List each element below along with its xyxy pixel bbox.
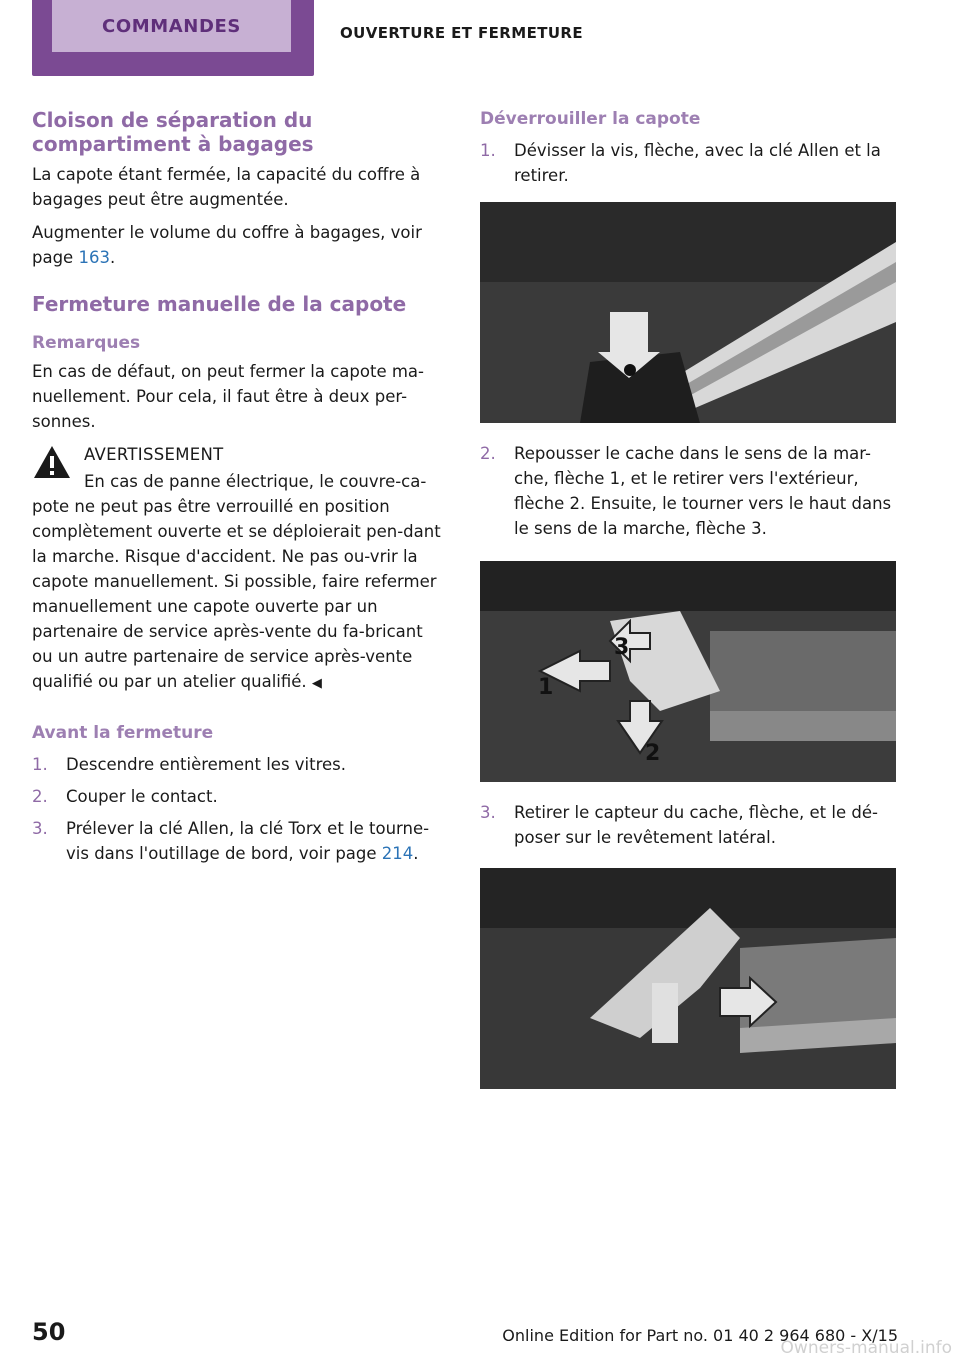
text: . xyxy=(413,844,419,863)
chapter-tab[interactable] xyxy=(32,0,314,76)
page-number: 50 xyxy=(32,1318,66,1346)
list-item xyxy=(480,441,896,541)
paragraph xyxy=(32,220,448,270)
warning-box xyxy=(32,442,448,696)
heading-remarks: Remarques xyxy=(32,333,141,353)
paragraph: La capote étant fermée, la capacité du coffre à bagages peut être augmentée. xyxy=(32,165,421,209)
photo-remove-cover xyxy=(480,561,896,782)
photo-unscrew-screw xyxy=(480,202,896,423)
left-column xyxy=(32,108,448,873)
warning-title: AVERTISSEMENT xyxy=(84,445,224,464)
step-number: 2. xyxy=(480,444,496,463)
step-number: 1. xyxy=(480,141,496,160)
photo-remove-sensor xyxy=(480,868,896,1089)
list-item xyxy=(32,816,448,866)
list-item xyxy=(480,138,896,188)
step-number: 3. xyxy=(480,803,496,822)
arrow-label-3: 3 xyxy=(614,635,630,660)
step-number: 3. xyxy=(32,819,48,838)
text: Augmenter le volume du coffre à bagages, voir page xyxy=(32,223,422,267)
warning-text xyxy=(32,469,448,696)
heading-luggage-partition: Cloison de séparation du compartiment à bagages xyxy=(32,108,314,156)
arrow-label-1: 1 xyxy=(538,675,554,700)
step-number: 1. xyxy=(32,755,48,774)
arrow-label-2: 2 xyxy=(645,741,661,766)
text: . xyxy=(109,248,116,267)
photo-illustration xyxy=(480,202,896,423)
page-header xyxy=(0,0,960,78)
unlock-steps-list-2 xyxy=(480,441,896,541)
list-item xyxy=(480,800,896,850)
text: En cas de panne électrique, le couvre-ca-pote ne peut pas être verrouillé en position complètement ouverte et se déploierait pen-dant la marche. Risque d'accident. Ne pas ou-vrir la capote manuellement. Si possible, faire refermer manuellement une capote ouverte par un partenaire de service après-vente du fa-bricant ou un autre partenaire de service après-vente qualifié ou par un atelier qualifié. xyxy=(32,472,441,691)
photo-labels xyxy=(480,565,896,782)
photo-illustration xyxy=(480,868,896,1089)
paragraph: En cas de défaut, on peut fermer la capote ma-nuellement. Pour cela, il faut être à deux per-sonnes. xyxy=(32,362,424,431)
before-steps-list xyxy=(32,752,448,866)
right-column xyxy=(480,108,896,1107)
step-text: Dévisser la vis, flèche, avec la clé Allen et la retirer. xyxy=(514,141,881,185)
step-text: Couper le contact. xyxy=(66,787,218,806)
section-title: OUVERTURE ET FERMETURE xyxy=(340,24,584,42)
warning-triangle-icon xyxy=(32,444,72,480)
end-of-section-icon: ◀ xyxy=(311,676,322,691)
step-text: Repousser le cache dans le sens de la mar-che, flèche 1, et le retirer vers l'extérieur, flèche 2. Ensuite, le tourner vers le haut dans le sens de la marche, flèche 3. xyxy=(514,444,892,538)
chapter-tab-label: COMMANDES xyxy=(52,0,291,52)
unlock-steps-list xyxy=(480,138,896,188)
watermark: Owners-manual.info xyxy=(780,1338,952,1358)
heading-before-closing: Avant la fermeture xyxy=(32,723,214,743)
step-text: Prélever la clé Allen, la clé Torx et le tourne-vis dans l'outillage de bord, voir page xyxy=(66,819,430,863)
heading-unlock-top: Déverrouiller la capote xyxy=(480,109,701,129)
list-item xyxy=(32,752,448,777)
step-number: 2. xyxy=(32,787,48,806)
heading-manual-closing: Fermeture manuelle de la capote xyxy=(32,292,407,316)
page-link-163[interactable]: 163 xyxy=(78,248,110,267)
step-text: Descendre entièrement les vitres. xyxy=(66,755,347,774)
list-item xyxy=(32,784,448,809)
edition-text: Online Edition for Part no. 01 40 2 964 680 - X/15 xyxy=(502,1326,898,1345)
unlock-steps-list-3 xyxy=(480,800,896,850)
step-text: Retirer le capteur du cache, flèche, et le dé-poser sur le revêtement latéral. xyxy=(514,803,878,847)
page-link-214[interactable]: 214 xyxy=(381,844,414,863)
